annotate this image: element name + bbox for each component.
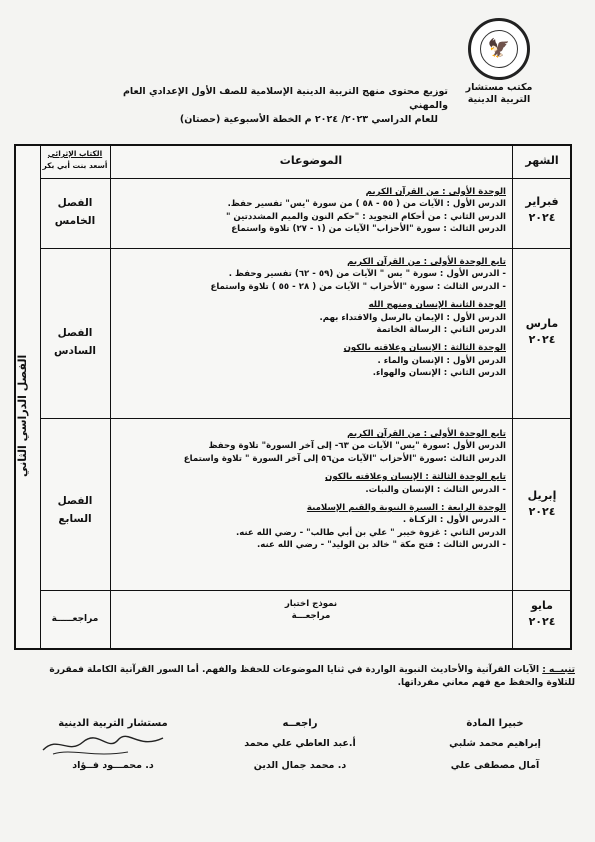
month-year: ٢٠٢٤ — [528, 505, 556, 518]
expert-name: إبراهيم محمد شلبي — [449, 738, 541, 749]
ministry-logo — [468, 18, 530, 80]
month-name: مارس — [525, 317, 559, 330]
unit-line: تابع الوحدة الأولى : من القرآن الكريم — [347, 257, 506, 267]
reviewer-title: راجعــه — [282, 718, 318, 729]
office-line-2: التربية الدينية — [467, 94, 531, 105]
lesson-line: - الدرس الثالث : الإنسان والنبات. — [365, 484, 506, 495]
office-label — [462, 82, 536, 106]
topics-cell — [116, 428, 506, 552]
lesson-line: الدرس الأول : الآيات من ( ٥٥ - ٥٨ ) من سورة "يس" تفسير حفظ. — [227, 199, 506, 210]
lesson-line: مراجعـــة — [291, 611, 331, 622]
note-label: تنبيــه : — [542, 665, 575, 675]
curriculum-table — [14, 144, 572, 650]
header-month: الشهر — [525, 154, 559, 167]
expert-name: آمال مصطفى علي — [450, 760, 540, 771]
month-name: مايو — [531, 599, 553, 612]
advisor-name: د. محمـــود فــؤاد — [72, 760, 154, 771]
month-year: ٢٠٢٤ — [528, 211, 556, 224]
lesson-line: - الدرس الأول : سورة " يس " الآيات من (٥٩ - ٦٢) تفسير وحفظ . — [228, 269, 506, 280]
office-line-1: مكتب مستشار — [465, 82, 533, 93]
reviewer-name: د. محمد جمال الدين — [253, 760, 347, 771]
topics-cell — [116, 186, 506, 236]
month-name: إبريل — [527, 489, 557, 502]
lesson-line: - الدرس الثالث : سورة "الأحزاب " الآيات من ( ٢٨ - ٥٥ ) تلاوة واستماع — [210, 281, 506, 292]
lesson-line: الدرس الثاني : غزوة خيبر " علي بن أبي طالب" - رضي الله عنه. — [235, 527, 506, 538]
month-cell — [512, 488, 572, 520]
lesson-line: الدرس الثاني : الرسالة الخاتمة — [376, 325, 506, 336]
lesson-line: نموذج اختبار — [284, 599, 338, 609]
lesson-line: الدرس الأول : الإنسان والماء . — [377, 355, 506, 366]
unit-line: تابع الوحدة الأولى : من القرآن الكريم — [347, 429, 506, 439]
chapter-line-2: السابع — [58, 513, 92, 525]
experts-title: خبيرا المادة — [466, 718, 524, 729]
header-book — [40, 148, 110, 172]
month-cell — [512, 194, 572, 226]
title-line-1: توزيع محتوى منهج التربية الدينية الإسلامية للصف الأول الإعدادي العام والمهني — [122, 86, 448, 111]
term-label: الفصل الدراسي الثاني — [16, 354, 29, 478]
chapter-line-2: الخامس — [54, 215, 96, 227]
month-year: ٢٠٢٤ — [528, 333, 556, 346]
unit-line: الوحدة الثانية الإنسان ومنهج الله — [368, 300, 506, 311]
month-cell — [512, 316, 572, 348]
document-title — [100, 85, 448, 127]
header-topics: الموضوعات — [279, 154, 343, 167]
eagle-emblem-icon: 🦅 — [480, 30, 518, 68]
unit-line: تابع الوحدة الثالثة : الإنسان وعلاقته بالكون — [325, 472, 506, 483]
month-cell — [512, 598, 572, 630]
lesson-line: - الدرس الثالث : فتح مكة " خالد بن الوليد" - رضي الله عنه. — [257, 540, 506, 551]
note — [20, 664, 575, 690]
reviewer-name: أ.عبد العاطي علي محمد — [244, 738, 356, 749]
header-book-line-2: أسعد بنت أبي بكر — [42, 161, 108, 170]
lesson-line: الدرس الثالث : سورة "الأحزاب" الآيات من (١ - ٢٧) تلاوة واستماع — [231, 224, 506, 235]
chapter-cell — [40, 492, 110, 528]
lesson-line: الدرس الأول : الإيمان بالرسل والاقتداء بهم. — [319, 312, 506, 323]
lesson-line: الدرس الثالث :سورة "الأحزاب "الآيات من٥٦ إلى آخر السورة " تلاوة واستماع — [183, 453, 506, 464]
header-book-line-1: الكتاب الإثرائي — [47, 149, 103, 158]
unit-line: الوحدة الثالثة : الإنسان وعلاقته بالكون — [343, 343, 506, 354]
lesson-line: الدرس الثاني : الإنسان والهواء. — [372, 368, 506, 379]
unit-line: الوحدة الأولى : من القرآن الكريم — [365, 187, 506, 197]
month-name: فبراير — [525, 195, 559, 208]
topics-cell — [116, 598, 506, 623]
lesson-line: - الدرس الأول : الزكـاة . — [402, 515, 506, 526]
handwritten-signature — [38, 730, 168, 760]
title-line-2: للعام الدراسي ٢٠٢٣/ ٢٠٢٤ م الخطة الأسبوعية (حصتان) — [179, 114, 438, 125]
chapter-cell — [40, 324, 110, 360]
month-year: ٢٠٢٤ — [528, 615, 556, 628]
chapter-line-1: الفصل — [57, 495, 93, 507]
chapter-cell — [40, 194, 110, 230]
unit-line: الوحدة الرابعة : السيرة النبوية والقيم الإسلامية — [306, 503, 506, 514]
chapter-line-1: مراجعـــــة — [51, 614, 99, 624]
note-text: الآيات القرآنية والأحاديث النبوية الواردة في ثنايا الموضوعات للحفظ والفهم. أما السور القرآنية الكاملة فمقررة للتلاوة والحفظ مع فهم معاني مفرداتها. — [49, 665, 575, 688]
chapter-line-1: الفصل السادس — [53, 327, 97, 357]
lesson-line: الدرس الأول :سورة "يس" الآيات من ٦٣- إلى آخر السورة" تلاوة وحفظ — [208, 441, 506, 452]
topics-cell — [116, 256, 506, 380]
advisor-title: مستشار التربية الدينية — [58, 718, 168, 729]
chapter-cell — [40, 610, 110, 628]
lesson-line: الدرس الثاني : من أحكام التجويد : "حكم النون والميم المشددتين " — [225, 211, 506, 222]
chapter-line-1: الفصل — [57, 197, 93, 209]
